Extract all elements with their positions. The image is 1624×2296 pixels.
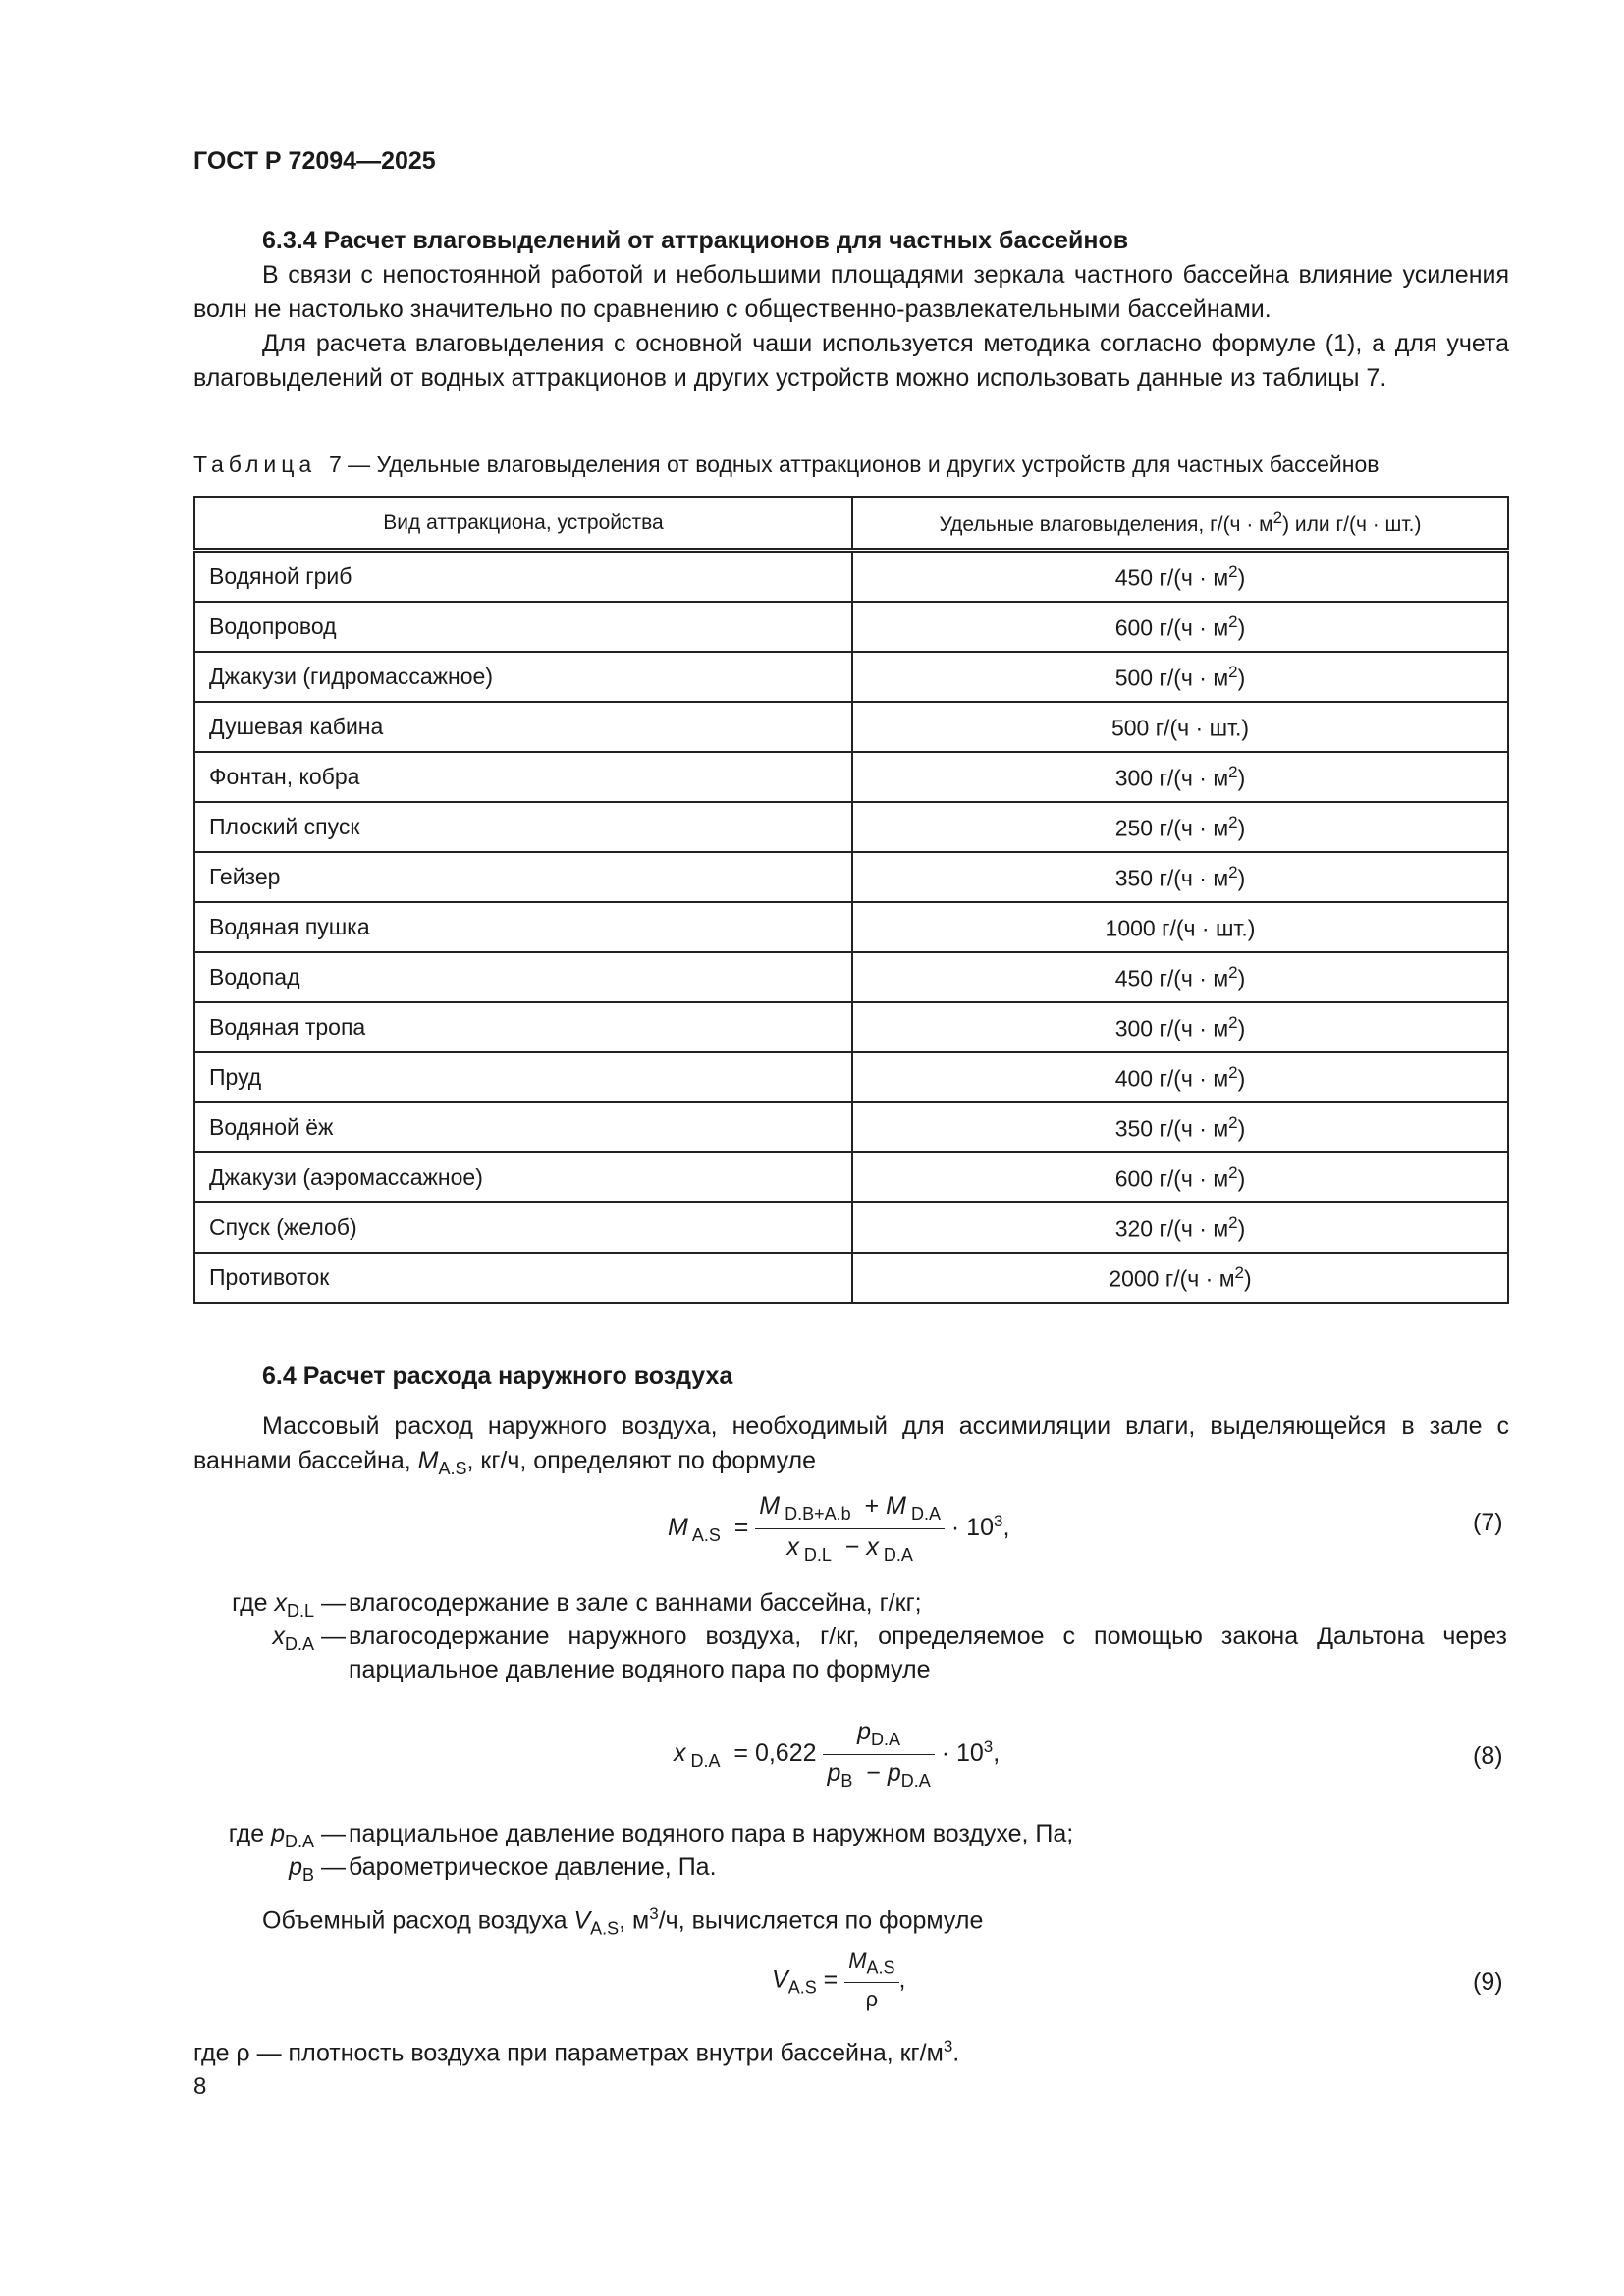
attraction-name: Душевая кабина — [194, 702, 852, 752]
symbol-x-da: $x_{D.A}$ — — [272, 1623, 346, 1654]
table-row — [194, 752, 1508, 802]
document-code: ГОСТ Р 72094—2025 — [193, 147, 436, 175]
where-list-8 — [193, 1817, 1509, 1886]
moisture-value: 600 $г/(ч \cdot м^2)$ — [852, 602, 1508, 652]
definition-text: барометрическое давление, Па. — [349, 1853, 717, 1881]
section-heading-6-3-4: 6.3.4 Расчет влаговыделений от аттракционов для частных бассейнов — [262, 227, 1129, 254]
attraction-name: Водяной ёж — [194, 1102, 852, 1152]
symbol-x-dl: где $x_{D.L}$ — — [232, 1589, 346, 1621]
table-row — [194, 702, 1508, 752]
equation-number-7: (7) — [1473, 1509, 1503, 1536]
moisture-value: 350 $г/(ч \cdot м^2)$ — [852, 1102, 1508, 1152]
table-row — [194, 1202, 1508, 1253]
paragraph: Объемный расход воздуха $V_{A.S}$, $м^3/ч$, вычисляется по формуле — [262, 1904, 984, 1939]
table-row — [194, 802, 1508, 852]
attraction-name: Джакузи (гидромассажное) — [194, 652, 852, 702]
moisture-value: 450 $г/(ч \cdot м^2)$ — [852, 551, 1508, 603]
paragraph: Для расчета влаговыделения с основной чаши используется методика согласно формуле (1), а для учета влаговыделений от водных аттракционов и других устройств можно использовать данные из таблицы 7. — [193, 330, 1509, 392]
table-row — [194, 652, 1508, 702]
definition-text: парциальное давление водяного пара в наружном воздухе, Па; — [349, 1820, 1074, 1847]
section-heading-6-4: 6.4 Расчет расхода наружного воздуха — [262, 1362, 733, 1390]
table-row — [194, 1253, 1508, 1303]
equation-number-9: (9) — [1473, 1968, 1503, 1996]
moisture-value: 1000 г/(ч · шт.) — [852, 902, 1508, 952]
attraction-name: Водяной гриб — [194, 551, 852, 603]
symbol-p-b: $p_B$ — — [289, 1853, 346, 1885]
table-row — [194, 952, 1508, 1002]
attraction-name: Пруд — [194, 1052, 852, 1102]
paragraph: Массовый расход наружного воздуха, необходимый для ассимиляции влаги, выделяющейся в зале с ваннами бассейна, $M_{A.S}$, кг/ч, определяют по формуле — [193, 1413, 1509, 1478]
attraction-name: Гейзер — [194, 852, 852, 902]
table-row — [194, 1152, 1508, 1202]
attraction-name: Фонтан, кобра — [194, 752, 852, 802]
attraction-name: Водопад — [194, 952, 852, 1002]
attraction-name: Водяная пушка — [194, 902, 852, 952]
table-caption: Таблица 7 — Удельные влаговыделения от водных аттракционов и других устройств для частных бассейнов — [193, 452, 1380, 477]
formula-7: M $_{A.S}$ = $\frac{M _{D.B+A.b} + M _{D.A}}{x _{D.L} - x _{D.A}}$ · $10^3$, — [668, 1492, 1010, 1565]
attraction-name: Джакузи (аэромассажное) — [194, 1152, 852, 1202]
attraction-name: Спуск (желоб) — [194, 1202, 852, 1253]
column-header-moisture: Удельные влаговыделения, $г/(ч \cdot м^2)$ или г/(ч · шт.) — [852, 497, 1508, 551]
page-number: 8 — [193, 2073, 207, 2100]
moisture-value: 450 $г/(ч \cdot м^2)$ — [852, 952, 1508, 1002]
equation-number-8: (8) — [1473, 1742, 1503, 1770]
attraction-name: Плоский спуск — [194, 802, 852, 852]
attraction-name: Противоток — [194, 1253, 852, 1303]
column-header-type: Вид аттракциона, устройства — [194, 497, 852, 551]
moisture-value: 400 $г/(ч \cdot м^2)$ — [852, 1052, 1508, 1102]
table-row — [194, 1052, 1508, 1102]
moisture-value: 2000 $г/(ч \cdot м^2)$ — [852, 1253, 1508, 1303]
table-row — [194, 551, 1508, 603]
table-row — [194, 1002, 1508, 1052]
paragraph: В связи с непостоянной работой и небольшими площадями зеркала частного бассейна влияние усиления волн не настолько значительно по сравнению с общественно-развлекательными бассейнами. — [193, 261, 1509, 323]
table-header-row — [194, 497, 1508, 551]
where-rho: где ρ — плотность воздуха при параметрах внутри бассейна, $кг/м^3$. — [193, 2037, 960, 2067]
where-list-7 — [193, 1586, 1509, 1694]
definition-text: влагосодержание наружного воздуха, г/кг, определяемое с помощью закона Дальтона через парциальное давление водяного пара по формуле — [349, 1623, 1507, 1683]
table-row — [194, 902, 1508, 952]
table-row — [194, 852, 1508, 902]
moisture-value: 350 $г/(ч \cdot м^2)$ — [852, 852, 1508, 902]
formula-9: $V_{A.S}$ = $\frac{M_{A.S}}{\rho}$ , — [772, 1949, 906, 2012]
moisture-value: 320 $г/(ч \cdot м^2)$ — [852, 1202, 1508, 1253]
moisture-value: 500 г/(ч · шт.) — [852, 702, 1508, 752]
moisture-value: 300 $г/(ч \cdot м^2)$ — [852, 1002, 1508, 1052]
table-row — [194, 1102, 1508, 1152]
table-row — [194, 602, 1508, 652]
attraction-name: Водяная тропа — [194, 1002, 852, 1052]
moisture-value: 250 $г/(ч \cdot м^2)$ — [852, 802, 1508, 852]
moisture-value: 600 $г/(ч \cdot м^2)$ — [852, 1152, 1508, 1202]
moisture-value: 500 $г/(ч \cdot м^2)$ — [852, 652, 1508, 702]
formula-8: x $_{D.A}$ = 0,622 $\frac{p_{D.A}}{p_B - p_{D.A}}$ · $10^3$, — [674, 1718, 1001, 1790]
definition-text: влагосодержание в зале с ваннами бассейна, г/кг; — [349, 1589, 922, 1617]
symbol-p-da: где $p_{D.A}$ — — [228, 1820, 346, 1851]
attraction-name: Водопровод — [194, 602, 852, 652]
moisture-value: 300 $г/(ч \cdot м^2)$ — [852, 752, 1508, 802]
moisture-table — [193, 496, 1509, 1304]
